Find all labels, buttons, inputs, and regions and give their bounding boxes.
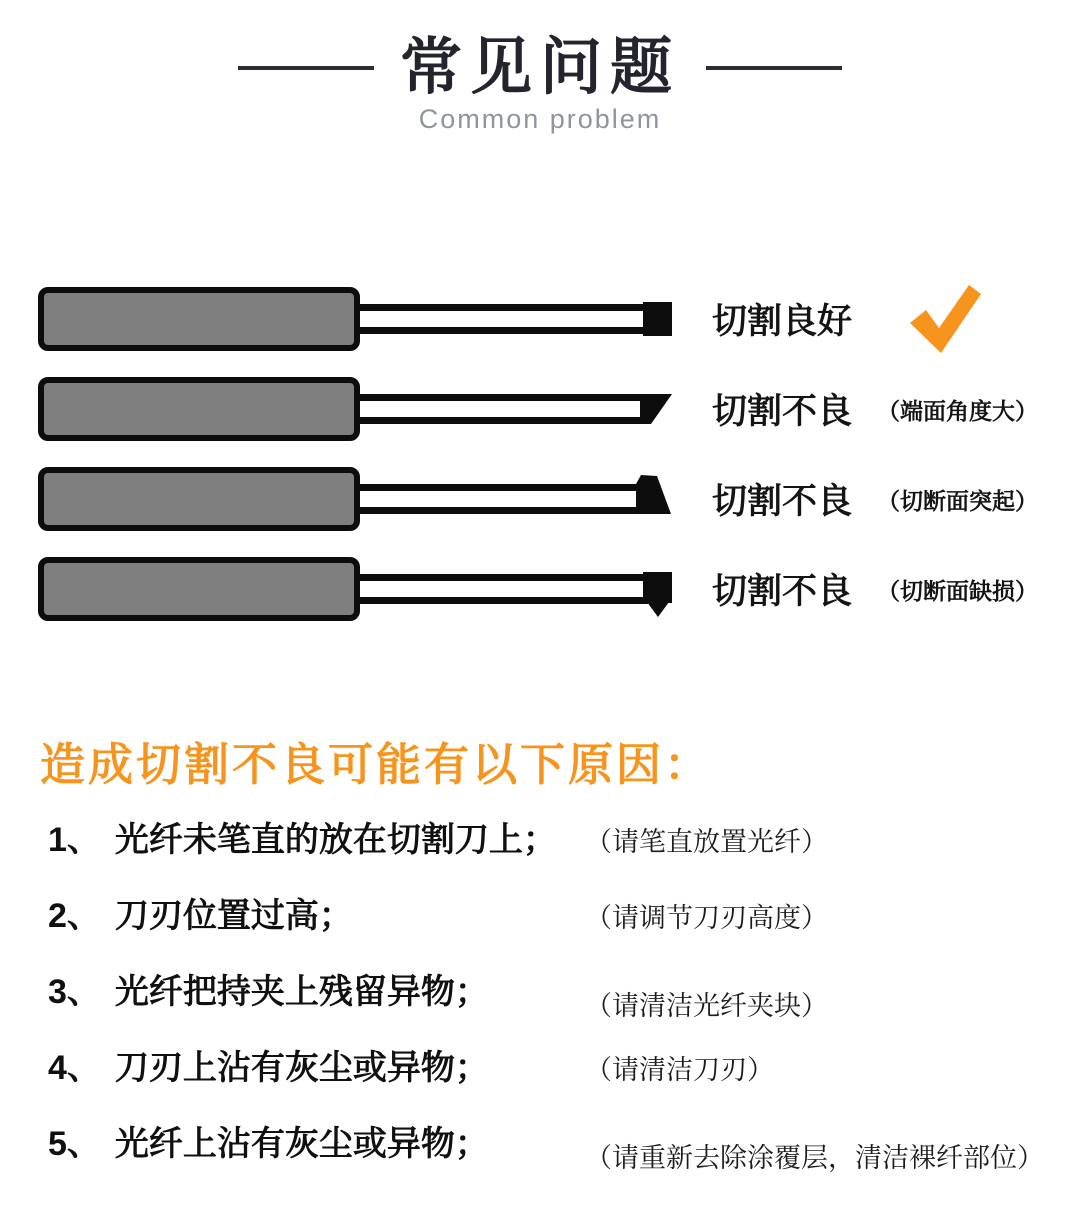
title-left-rule — [238, 66, 374, 70]
check-icon — [905, 281, 985, 357]
fiber-row-angled — [38, 377, 1038, 441]
cleave-defect-note: （端面角度大） — [877, 397, 1038, 424]
item-remedy: （请笔直放置光纤） — [585, 827, 828, 857]
item-text: 光纤上沾有灰尘或异物； — [114, 1125, 489, 1163]
item-text: 光纤把持夹上残留异物； — [114, 973, 489, 1011]
cleave-result-label: 切割不良 — [712, 572, 853, 611]
reasons-heading: 造成切割不良可能有以下原因： — [40, 739, 713, 790]
fiber-coating-block — [38, 287, 360, 351]
item-remedy: （请清洁刀刃） — [585, 1055, 774, 1085]
item-text: 刀刃位置过高； — [114, 897, 353, 935]
cleave-result-label: 切割不良 — [712, 392, 853, 431]
list-item — [48, 1040, 1048, 1089]
item-number: 1、 — [48, 821, 101, 859]
cleave-result-label: 切割不良 — [712, 482, 853, 521]
title-right-rule — [706, 66, 842, 70]
fiber-tip-angled-icon — [360, 379, 672, 439]
header — [0, 34, 1080, 135]
item-number: 5、 — [48, 1125, 101, 1163]
fiber-row-chipped — [38, 557, 1038, 621]
item-text: 刀刃上沾有灰尘或异物； — [114, 1049, 489, 1087]
cleave-result-label: 切割良好 — [712, 302, 853, 341]
fiber-coating-block — [38, 377, 360, 441]
cleave-defect-note: （切断面突起） — [877, 487, 1038, 514]
list-item — [48, 812, 1048, 861]
item-number: 4、 — [48, 1049, 101, 1087]
reasons-list — [48, 812, 1048, 1192]
fiber-coating-block — [38, 557, 360, 621]
list-item — [48, 888, 1048, 937]
cleave-diagram — [38, 287, 1038, 621]
item-number: 2、 — [48, 897, 101, 935]
page-subtitle: Common problem — [418, 104, 662, 135]
fiber-row-bulged — [38, 467, 1038, 531]
item-remedy: （请调节刀刃高度） — [585, 903, 828, 933]
page-title: 常见问题 — [399, 33, 680, 102]
fiber-tip-chipped-icon — [360, 559, 672, 619]
item-number: 3、 — [48, 973, 101, 1011]
item-text: 光纤未笔直的放在切割刀上； — [114, 821, 557, 859]
fiber-tip-flat-icon — [360, 289, 672, 349]
fiber-coating-block — [38, 467, 360, 531]
fiber-tip-bulged-icon — [360, 469, 672, 529]
list-item — [48, 964, 1048, 1021]
item-remedy: （请清洁光纤夹块） — [585, 991, 828, 1021]
cleave-defect-note: （切断面缺损） — [877, 577, 1038, 604]
fiber-row-good — [38, 287, 1038, 351]
list-item — [48, 1116, 1048, 1173]
item-remedy: （请重新去除涂覆层，清洁裸纤部位） — [585, 1143, 1044, 1173]
